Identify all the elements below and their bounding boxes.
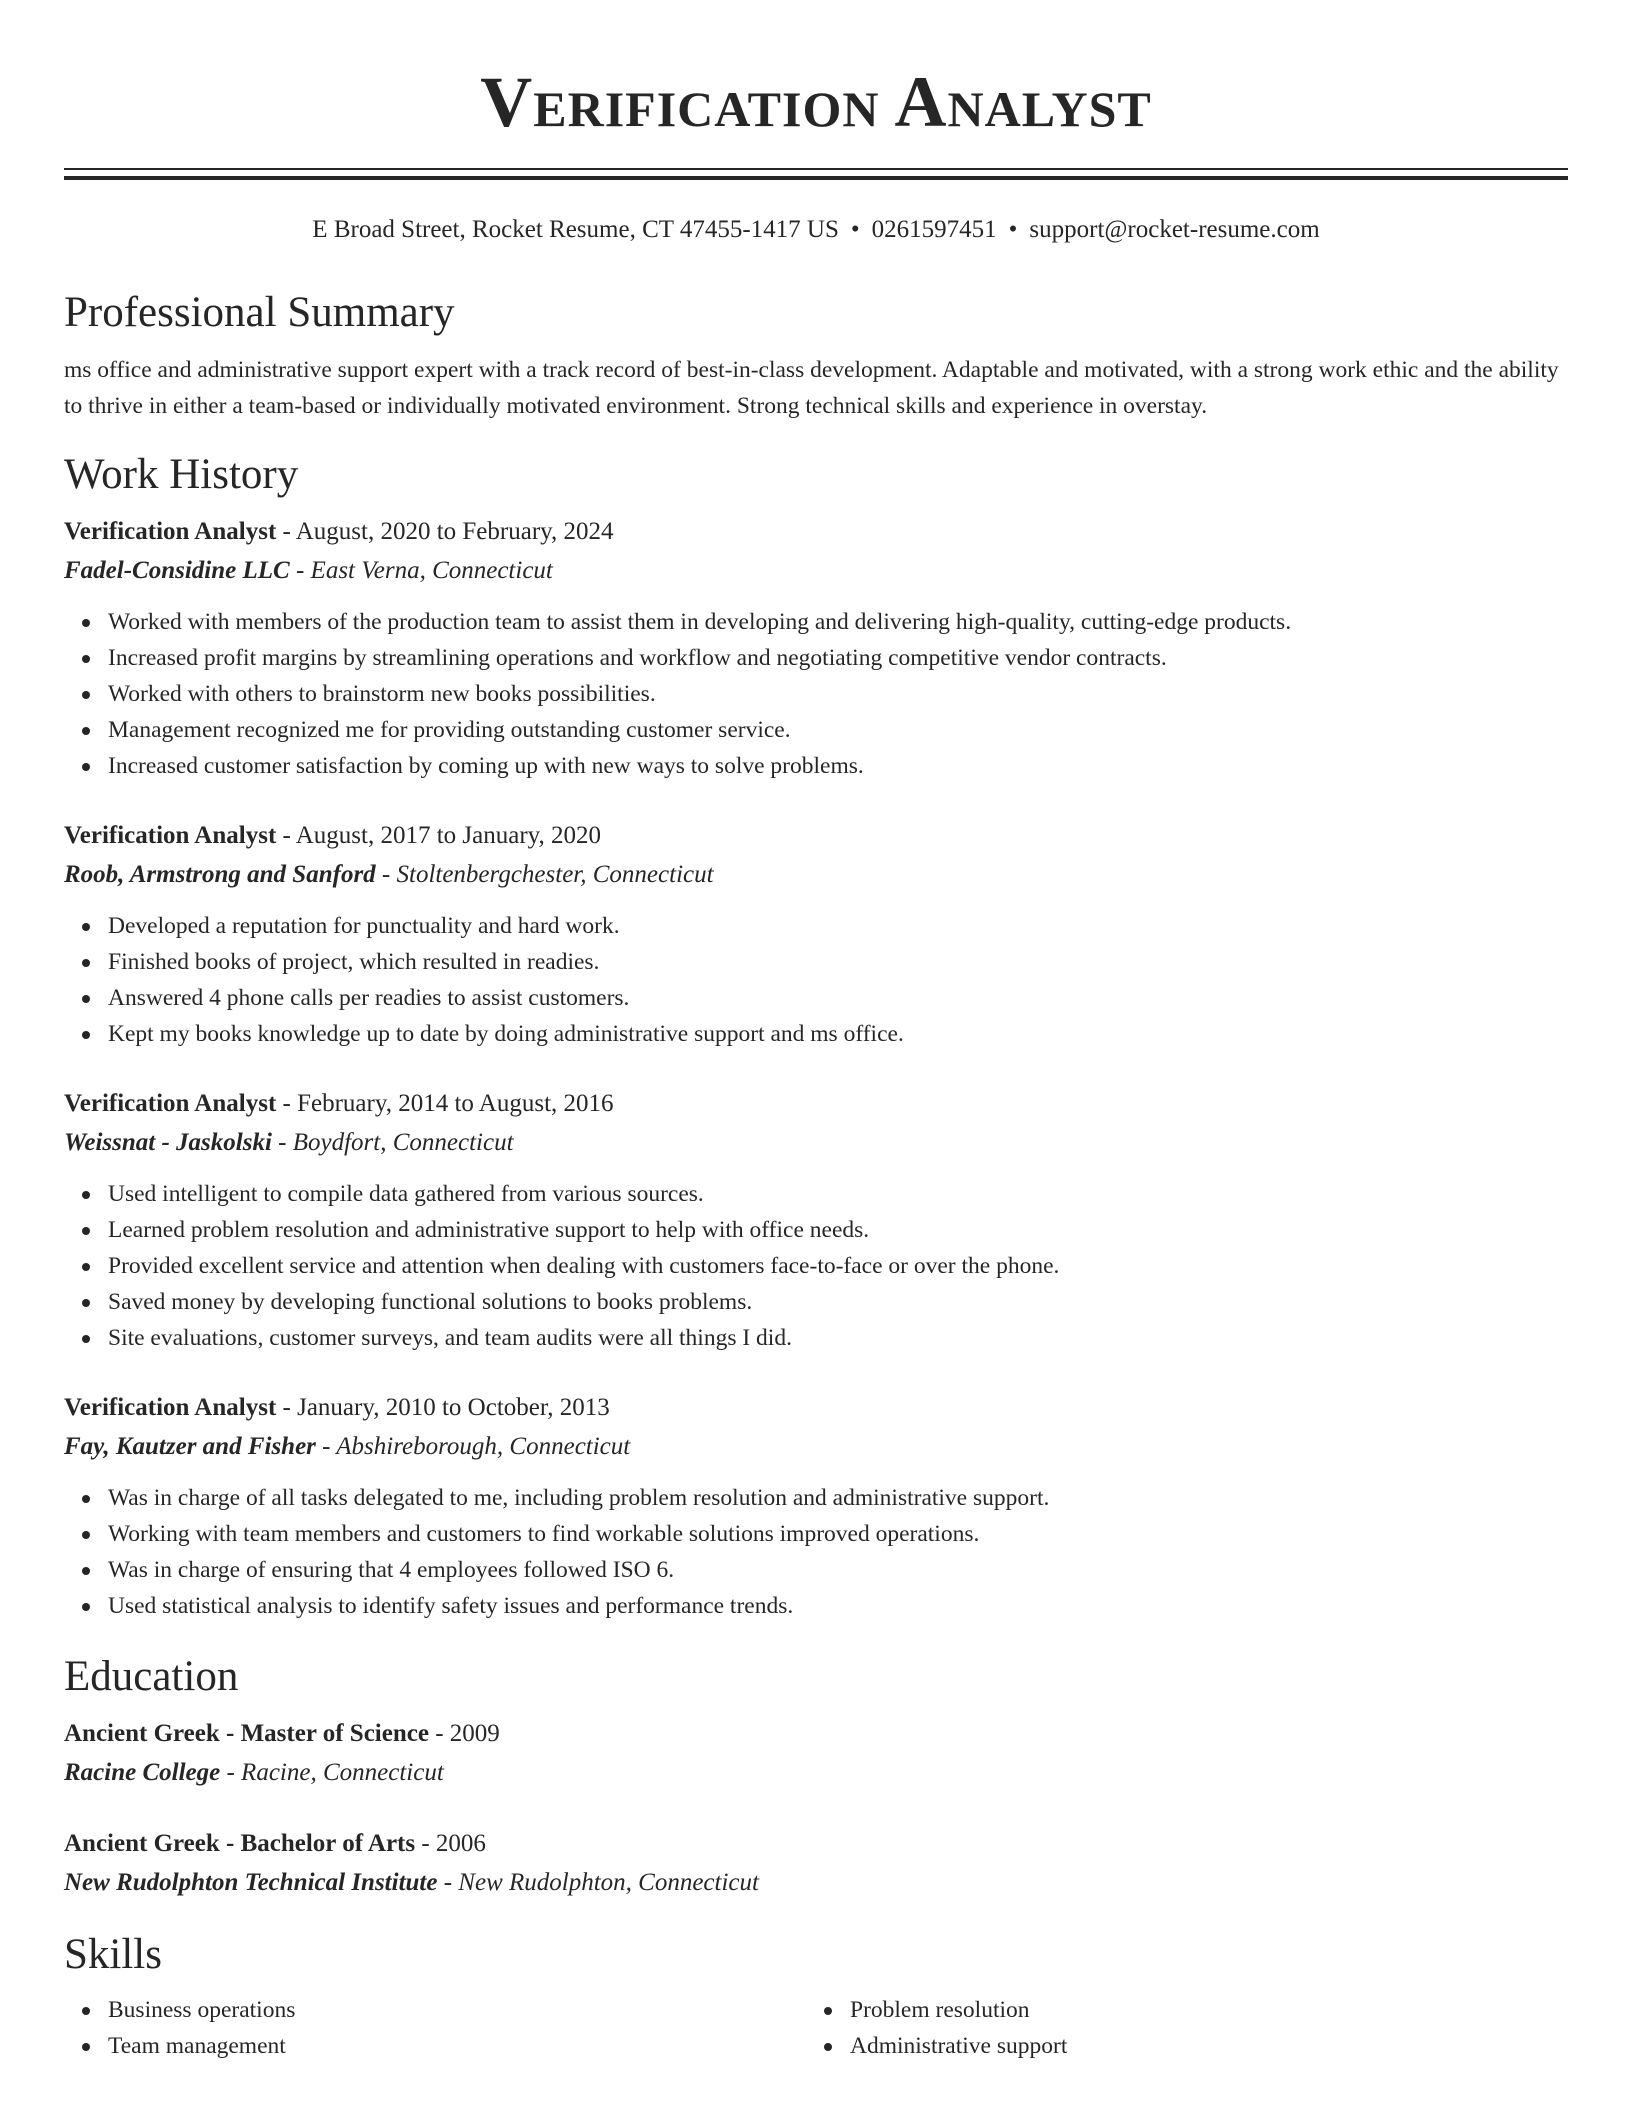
education-location: - New Rudolphton, Connecticut: [437, 1869, 759, 1896]
job-company: Weissnat - Jaskolski: [64, 1129, 272, 1156]
job-title-line: [64, 512, 1568, 551]
job-bullets: [64, 604, 1568, 784]
job-bullet: Answered 4 phone calls per readies to assist customers.: [108, 980, 1568, 1016]
skills-column-right: [806, 1992, 1548, 2064]
skills-column-left: [64, 1992, 806, 2064]
title-divider-thick: [64, 176, 1568, 180]
education-degree-line: [64, 1824, 1568, 1863]
skill-item: Team management: [108, 2028, 806, 2064]
job-bullets: [64, 908, 1568, 1052]
education-year: - 2009: [428, 1720, 500, 1747]
job-bullet: Kept my books knowledge up to date by doing administrative support and ms office.: [108, 1016, 1568, 1052]
skills-list: [64, 1992, 1568, 2064]
job-title: Verification Analyst: [64, 1090, 277, 1117]
job-bullet: Finished books of project, which resulted in readies.: [108, 944, 1568, 980]
job-dates: - August, 2017 to January, 2020: [276, 822, 602, 849]
education-entry: [64, 1714, 1568, 1792]
job-bullet: Saved money by developing functional solutions to books problems.: [108, 1284, 1568, 1320]
resume-title: Verification Analyst: [480, 62, 1152, 142]
job-bullet: Was in charge of ensuring that 4 employees followed ISO 6.: [108, 1552, 1568, 1588]
job-title: Verification Analyst: [64, 1394, 277, 1421]
job-company: Roob, Armstrong and Sanford: [64, 861, 376, 888]
job-bullet: Working with team members and customers to find workable solutions improved operations.: [108, 1516, 1568, 1552]
job-entry: [64, 816, 1568, 1052]
job-entry: [64, 1388, 1568, 1624]
summary-text: ms office and administrative support expert with a track record of best-in-class development. Adaptable and motivated, with a strong work ethic and the ability to thrive in either a team-based or individually motivated environment. Strong technical skills and experience in overstay.: [64, 357, 1559, 419]
job-title-line: [64, 1084, 1568, 1123]
education-entry: [64, 1824, 1568, 1902]
title-divider-thin: [64, 168, 1568, 170]
education-school-line: [64, 1863, 1568, 1902]
job-company: Fadel-Considine LLC: [64, 557, 290, 584]
education-school: New Rudolphton Technical Institute: [64, 1869, 438, 1896]
education-location: - Racine, Connecticut: [220, 1759, 444, 1786]
job-company-line: [64, 855, 1568, 894]
job-company-line: [64, 1427, 1568, 1466]
job-bullet: Was in charge of all tasks delegated to me, including problem resolution and administrative support.: [108, 1480, 1568, 1516]
job-bullet: Used intelligent to compile data gathered from various sources.: [108, 1176, 1568, 1212]
job-title-line: [64, 1388, 1568, 1427]
job-bullets: [64, 1480, 1568, 1624]
job-entry: [64, 512, 1568, 784]
job-company-line: [64, 1123, 1568, 1162]
job-location: - Stoltenbergchester, Connecticut: [375, 861, 714, 888]
job-bullet: Developed a reputation for punctuality and hard work.: [108, 908, 1568, 944]
job-bullet: Site evaluations, customer surveys, and team audits were all things I did.: [108, 1320, 1568, 1356]
job-entry: [64, 1084, 1568, 1356]
job-title: Verification Analyst: [64, 822, 277, 849]
contact-email: support@rocket-resume.com: [1029, 216, 1320, 243]
skill-item: Problem resolution: [850, 1992, 1548, 2028]
skill-item: Business operations: [108, 1992, 806, 2028]
contact-phone: 0261597451: [871, 216, 997, 243]
education-school-line: [64, 1753, 1568, 1792]
resume-page: [64, 0, 1568, 2064]
job-dates: - February, 2014 to August, 2016: [276, 1090, 614, 1117]
skill-item: Administrative support: [850, 2028, 1548, 2064]
contact-separator: •: [1008, 216, 1018, 243]
job-bullet: Learned problem resolution and administrative support to help with office needs.: [108, 1212, 1568, 1248]
job-bullet: Worked with members of the production team to assist them in developing and delivering high-quality, cutting-edge products.: [108, 604, 1568, 640]
contact-line: [64, 214, 1568, 246]
skills-heading: Skills: [64, 1931, 162, 1978]
job-title: Verification Analyst: [64, 518, 277, 545]
education-heading: Education: [64, 1653, 239, 1700]
job-title-line: [64, 816, 1568, 855]
job-company-line: [64, 551, 1568, 590]
education-degree: Ancient Greek - Master of Science: [64, 1720, 429, 1747]
job-dates: - January, 2010 to October, 2013: [276, 1394, 610, 1421]
job-bullet: Used statistical analysis to identify safety issues and performance trends.: [108, 1588, 1568, 1624]
skills-bullets: [806, 1992, 1548, 2064]
job-dates: - August, 2020 to February, 2024: [276, 518, 614, 545]
education-degree: Ancient Greek - Bachelor of Arts: [64, 1830, 416, 1857]
job-company: Fay, Kautzer and Fisher: [64, 1433, 316, 1460]
education-school: Racine College: [64, 1759, 221, 1786]
job-bullet: Increased customer satisfaction by coming up with new ways to solve problems.: [108, 748, 1568, 784]
job-location: - Abshireborough, Connecticut: [315, 1433, 631, 1460]
job-bullet: Management recognized me for providing outstanding customer service.: [108, 712, 1568, 748]
education-degree-line: [64, 1714, 1568, 1753]
job-location: - East Verna, Connecticut: [289, 557, 553, 584]
work-history-heading: Work History: [64, 451, 299, 498]
job-bullet: Worked with others to brainstorm new books possibilities.: [108, 676, 1568, 712]
contact-address: E Broad Street, Rocket Resume, CT 47455-1417 US: [312, 216, 839, 243]
summary-heading: Professional Summary: [64, 289, 455, 336]
job-bullet: Increased profit margins by streamlining operations and workflow and negotiating competitive vendor contracts.: [108, 640, 1568, 676]
job-bullet: Provided excellent service and attention when dealing with customers face-to-face or over the phone.: [108, 1248, 1568, 1284]
contact-separator: •: [850, 216, 860, 243]
job-location: - Boydfort, Connecticut: [271, 1129, 514, 1156]
job-bullets: [64, 1176, 1568, 1356]
education-year: - 2006: [415, 1830, 486, 1857]
skills-bullets: [64, 1992, 806, 2064]
